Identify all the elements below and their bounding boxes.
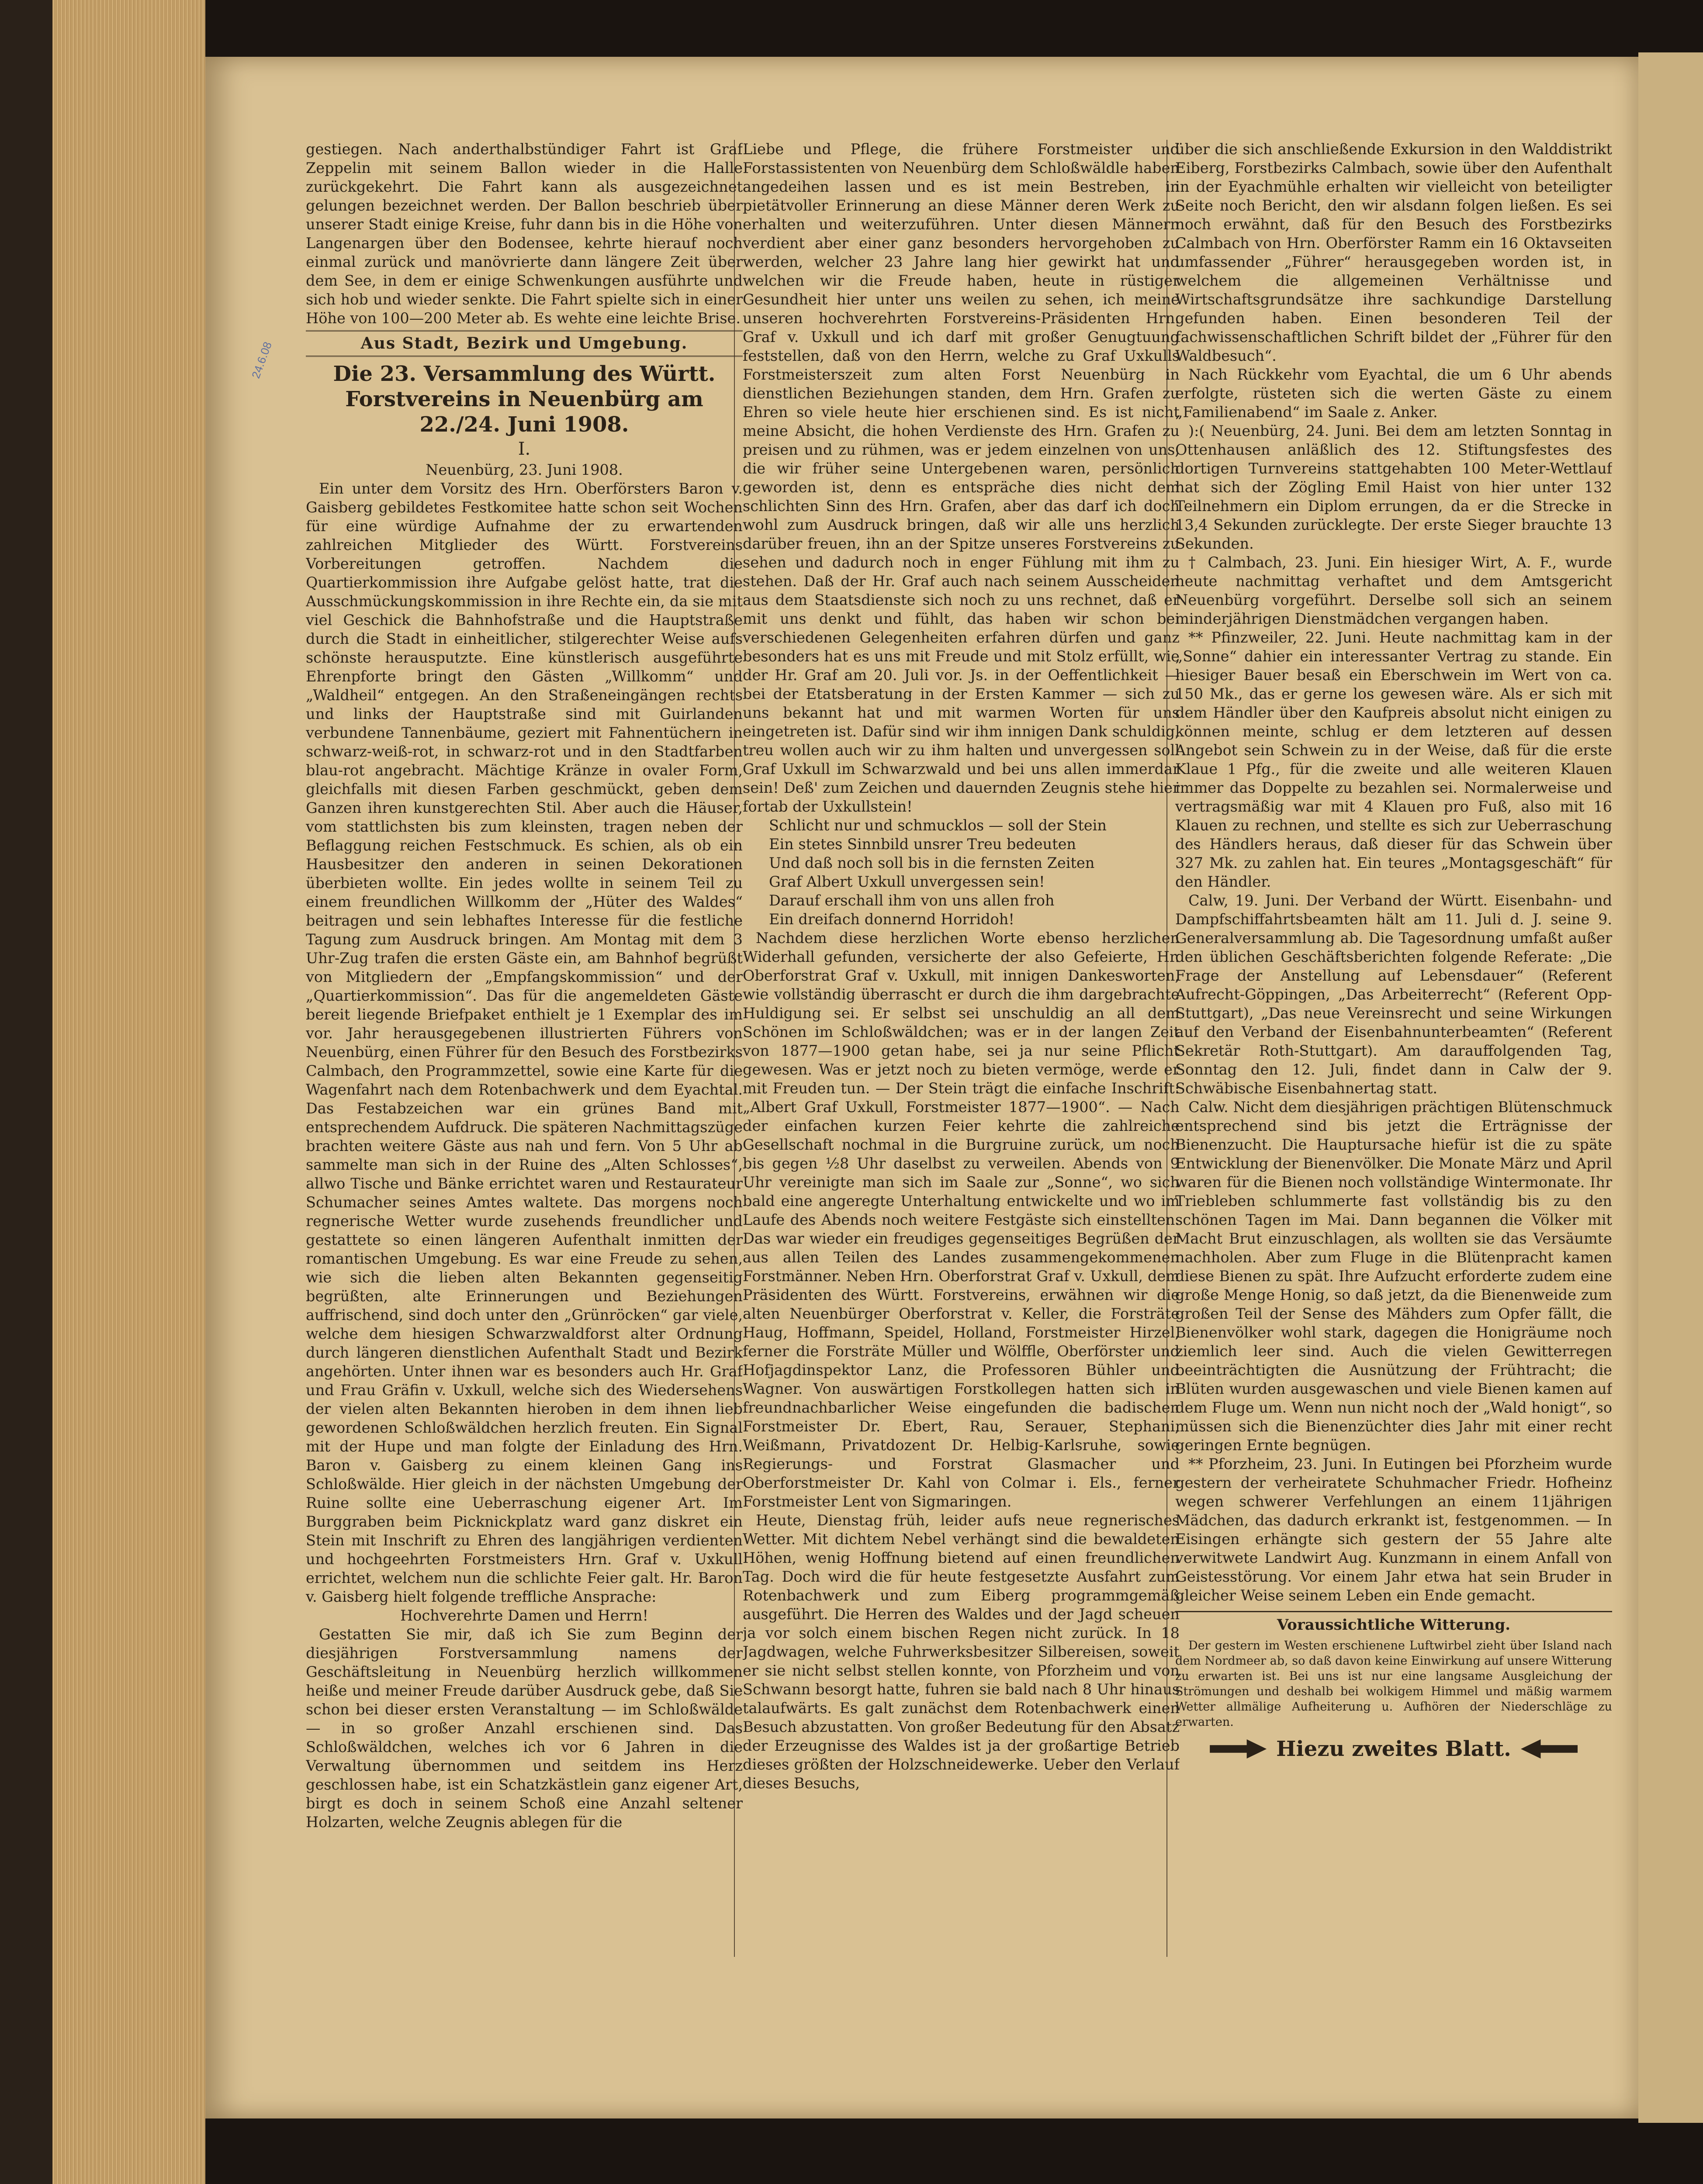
facing-page-edge <box>1638 52 1703 2123</box>
poem-line: Ein stetes Sinnbild unsrer Treu bedeuten <box>769 836 1076 853</box>
article-paragraph: Ein unter dem Vorsitz des Hrn. Oberförsters Baron v. Gaisberg gebildetes Festkomitee hatte schon seit Wochen für eine würdige Aufnahme der zu erwartenden zahlreichen Mitglieder des Württ. Forstvereins Vorbereitungen getroffen. Nachdem die Quartierkommission ihre Aufgabe gelöst hatte, trat die Ausschmückungskommission in ihre Rechte ein, da sie mit viel Geschick die Bahnhofstraße und die Hauptstraße durch die Stadt in einheitlicher, stilgerechter Weise aufs schönste herausputzte. Eine künstlerisch ausgeführte Ehrenpforte bringt den Gästen „Willkomm“ und „Waldheil“ entgegen. An den Straßeneingängen rechts und links der Hauptstraße sind mit Guirlanden verbundene Tannenbäume, geziert mit Fahnentüchern in schwarz-weiß-rot, in schwarz-rot und in den Stadtfarben blau-rot angebracht. Mächtige Kränze in ovaler Form, gleichfalls mit diesen Farben geschmückt, geben dem Ganzen ihren kunstgerechten Stil. Aber auch die Häuser, vom stattlichsten bis zum kleinsten, tragen neben der Beflaggung reichen Festschmuck. Es schien, als ob ein Hausbesitzer den anderen in seinen Dekorationen überbieten wollte. Ein jedes wollte in seinem Teil zu einem freundlichen Willkomm der „Hüter des Waldes“ beitragen und sein lebhaftes Interesse für die festliche Tagung zum Ausdruck bringen. Am Montag mit dem 3 Uhr-Zug trafen die ersten Gäste ein, am Bahnhof begrüßt von Mitgliedern der „Empfangskommission“ und der „Quartierkommission“. Das für die angemeldeten Gäste bereit liegende Briefpaket enthielt je 1 Exemplar des im vor. Jahr herausgegebenen illustrierten Führers von Neuenbürg, einen Führer für den Besuch des Forstbezirks Calmbach, den Programmzettel, sowie eine Karte für die Wagenfahrt nach dem Rotenbachwerk und dem Eyachtal. Das Festabzeichen war ein grünes Band mit entsprechendem Aufdruck. Die späteren Nachmittagszüge brachten weitere Gäste aus nah und fern. Von 5 Uhr ab sammelte man sich in der Ruine des „Alten Schlosses“, allwo Tische und Bänke errichtet waren und Restaurateur Schumacher seines Amtes waltete. Das morgens noch regnerische Wetter wurde zusehends freundlicher und gestattete so einen längeren Aufenthalt inmitten der romantischen Umgebung. Es war eine Freude zu sehen, wie sich die lieben alten Bekannten gegenseitig begrüßten, alte Erinnerungen und Beziehungen auffrischend, sind doch unter den „Grünröcken“ gar viele, welche dem hiesigen Schwarzwaldforst alter Ordnung durch längeren dienstlichen Aufenthalt Stadt und Bezirk angehörten. Unter ihnen war es besonders auch Hr. Graf und Frau Gräfin v. Uxkull, welche sich des Wiedersehens der vielen alten Bekannten hieroben in dem ihnen lieb gewordenen Schloßwäldchen herzlich freuten. Ein Signal mit der Hupe und man folgte der Einladung des Hrn. Baron v. Gaisberg zu einem kleinen Gang ins Schloßwälde. Hier gleich in der nächsten Umgebung der Ruine sollte eine Ueberraschung eigener Art. Im Burggraben beim Picknickplatz ward ganz diskret ein Stein mit Inschrift zu Ehren des langjährigen verdienten und hochgeehrten Forstmeisters Hrn. Graf v. Uxkull errichtet, welchem nun die schlichte Feier galt. Hr. Baron v. Gaisberg hielt folgende treffliche Ansprache: <box>306 480 743 1605</box>
poem-line: Ein dreifach donnernd Horridoh! <box>769 911 1014 928</box>
pointing-hand-left-icon <box>1521 1739 1578 1759</box>
section-header: Aus Stadt, Bezirk und Umgebung. <box>306 330 743 357</box>
news-item-calw: Calw, 19. Juni. Der Verband der Württ. Eisenbahn- und Dampfschiffahrtsbeamten hält am 11. Juli d. J. seine 9. Generalversammlung ab. Die Tagesordnung umfaßt außer den üblichen Geschäftsberichten folgende Referate: „Die Frage der Anstellung auf Lebensdauer“ (Referent Aufrecht-Göppingen, „Das Arbeiterrecht“ (Referent Opp-Stuttgart), „Das neue Vereinsrecht und seine Wirkungen auf den Verband der Eisenbahnunterbeamten“ (Referent Sekretär Roth-Stuttgart). Am darauffolgenden Tag, Sonntag den 12. Juli, findet dann in Calw der 9. Schwäbische Eisenbahnertag statt. <box>1175 892 1612 1097</box>
pointing-hand-right-icon <box>1210 1739 1267 1759</box>
handwritten-date-stamp <box>245 319 297 402</box>
article-dateline: Neuenbürg, 23. Juni 1908. <box>426 461 623 478</box>
supplement-banner-text: Hiezu zweites Blatt. <box>1276 1736 1511 1761</box>
poem-line: Und daß noch soll bis in die fernsten Zeiten <box>769 854 1095 871</box>
column-2 <box>743 140 1180 1957</box>
poem-line: Darauf erschall ihm von uns allen froh <box>769 892 1055 909</box>
zeppelin-article-end: gestiegen. Nach anderthalbstündiger Fahrt ist Graf Zeppelin mit seinem Ballon wieder in die Halle zurückgekehrt. Die Fahrt kann als ausgezeichnet gelungen bezeichnet werden. Der Ballon beschrieb über unserer Stadt einige Kreise, fuhr dann bis in die Höhe von Langenargen über den Bodensee, kehrte hierauf noch einmal zurück und manövrierte dann längere Zeit über dem See, in dem er einige Schwenkungen ausführte und sich hob und wieder senkte. Die Fahrt spielte sich in einer Höhe von 100—200 Meter ab. Es wehte eine leichte Brise. <box>306 141 743 327</box>
article-paragraph: über die sich anschließende Exkursion in den Walddistrikt Eiberg, Forstbezirks Calmbach, sowie über den Aufenthalt in der Eyachmühle erhalten wir vielleicht von beteiligter Seite noch Bericht, den wir alsdann folgen ließen. Es sei noch erwähnt, daß für den Besuch des Forstbezirks Calmbach von Hrn. Oberförster Ramm ein 16 Oktavseiten umfassender „Führer“ herausgegeben worden ist, in welchem die allgemeinen Verhältnisse und Wirtschaftsgrundsätze ihre sachkundige Darstellung gefunden haben. Einen besonderen Teil der fachwissenschaftlichen Schrift bildet der „Führer für den Waldbesuch“. <box>1175 141 1612 364</box>
news-item-pfinzweiler: ** Pfinzweiler, 22. Juni. Heute nachmittag kam in der „Sonne“ dahier ein interessanter Vertrag zu stande. Ein hiesiger Bauer besaß ein Eberschwein im Wert von ca. 150 Mk., das er gerne los gewesen wäre. Als er sich mit dem Händler über den Kaufpreis absolut nicht einigen zu können meinte, schlug er dem letzteren auf dessen Angebot sein Schwein zu in der Weise, daß für die erste Klaue 1 Pfg., für die zweite und alle weiteren Klauen immer das Doppelte zu bezahlen sei. Normalerweise und vertragsmäßig war mit 4 Klauen pro Fuß, also mit 16 Klauen zu rechnen, und stellte es sich zur Ueberraschung des Händlers heraus, daß dieser für das Schwein über 327 Mk. zu zahlen hat. Ein teures „Montagsgeschäft“ für den Händler. <box>1175 629 1612 890</box>
article-headline: Die 23. Versammlung des Württ. Forstvereins in Neuenbürg am 22./24. Juni 1908. <box>333 362 716 437</box>
weather-title: Voraussichtliche Witterung. <box>1175 1611 1612 1635</box>
speech-address: Hochverehrte Damen und Herrn! <box>400 1607 648 1624</box>
stamp-date-text: 24.6.08 <box>249 340 274 380</box>
news-item-neuenbuerg: ):( Neuenbürg, 24. Juni. Bei dem am letzten Sonntag in Ottenhausen anläßlich des 12. Stiftungsfestes des dortigen Turnvereins stattgehabten 100 Meter-Wettlauf hat sich der Zögling Emil Haist von hier unter 132 Teilnehmern ein Diplom errungen, da er die Strecke in 13,4 Sekunden zurücklegte. Der erste Sieger brauchte 13 Sekunden. <box>1175 422 1612 552</box>
column-3 <box>1175 140 1612 1957</box>
poem-line: Schlicht nur und schmucklos — soll der Stein <box>769 817 1107 834</box>
news-item-calw-bees: Calw. Nicht dem diesjährigen prächtigen Blütenschmuck entsprechend sind bis jetzt die Erträgnisse der Bienenzucht. Die Hauptursache hiefür ist die zu späte Entwicklung der Bienenvölker. Die Monate März und April waren für die Bienen noch vollständige Wintermonate. Ihr Triebleben schlummerte fast vollständig bis zu den schönen Tagen im Mai. Dann begannen die Völker mit Macht Brut einzuschlagen, als wollten sie das Versäumte nachholen. Aber zum Fluge in die Blütenpracht kamen diese Bienen zu spät. Ihre Aufzucht erforderte zudem eine große Menge Honig, so daß jetzt, da die Bienenweide zum großen Teil der Sense des Mähders zum Opfer fällt, die Bienenvölker wohl stark, dagegen die Honigräume noch ziemlich leer sind. Auch die vielen Gewitterregen beeinträchtigten die Ausnützung der Frühtracht; die Blüten wurden ausgewaschen und viele Bienen kamen auf dem Fluge um. Wenn nun nicht noch der „Wald honigt“, so müssen sich die Bienenzüchter dies Jahr mit einer recht geringen Ernte begnügen. <box>1175 1099 1612 1454</box>
supplement-banner <box>1175 1736 1612 1761</box>
weather-text: Der gestern im Westen erschienene Luftwirbel zieht über Island nach dem Nordmeer ab, so daß davon keine Einwirkung auf unsere Witterung zu erwarten ist. Bei uns ist nur eine langsame Ausgleichung der Strömungen und deshalb bei wolkigem Himmel und mäßig warmem Wetter allmälige Aufheiterung u. Aufhören der Niederschläge zu erwarten. <box>1175 1639 1612 1729</box>
news-item-pforzheim: ** Pforzheim, 23. Juni. In Eutingen bei Pforzheim wurde gestern der verheiratete Schuhmacher Friedr. Hofheinz wegen schwerer Verfehlungen an einem 11jährigen Mädchen, das dadurch erkrankt ist, festgenommen. — In Eisingen erhängte sich gestern der 55 Jahre alte verwitwete Landwirt Aug. Kunzmann in einem Anfall von Geistesstörung. Vor einem Jahr etwa hat sein Bruder in gleicher Weise seinem Leben ein Ende gemacht. <box>1175 1455 1612 1604</box>
article-part-number: I. <box>518 439 531 459</box>
article-paragraph: Gestatten Sie mir, daß ich Sie zum Beginn der diesjährigen Forstversammlung namens der Geschäftsleitung in Neuenbürg herzlich willkommen heiße und meiner Freude darüber Ausdruck gebe, daß Sie schon bei dieser ersten Veranstaltung — im Schloßwälde — in so großer Anzahl erschienen sind. Das Schloßwäldchen, welches ich vor 6 Jahren in die Verwaltung übernommen und seitdem ins Herz geschlossen habe, ist ein Schatzkästlein ganz eigener Art, birgt es doch in seinem Schoß eine Anzahl seltener Holzarten, welche Zeugnis ablegen für die <box>306 1626 743 1831</box>
poem-line: Graf Albert Uxkull unvergessen sein! <box>769 873 1045 890</box>
column-1 <box>306 140 743 1957</box>
article-paragraph: Nachdem diese herzlichen Worte ebenso herzlichen Widerhall gefunden, versicherte der also Gefeierte, Hr. Oberforstrat Graf v. Uxkull, mit innigen Dankesworten, wie vollständig überrascht er durch die ihm dargebrachte Huldigung sei. Er selbst sei unschuldig an all dem Schönen im Schloßwäldchen; was er in der langen Zeit von 1877—1900 getan habe, sei ja nur seine Pflicht gewesen. Was er jetzt noch zu bieten vermöge, werde er mit Freuden tun. — Der Stein trägt die einfache Inschrift: „Albert Graf Uxkull, Forstmeister 1877—1900“. — Nach der einfachen kurzen Feier kehrte die zahlreiche Gesellschaft nochmal in die Burgruine zurück, um noch bis gegen ½8 Uhr daselbst zu verweilen. Abends von 9 Uhr vereinigte man sich im Saale zur „Sonne“, wo sich bald eine angeregte Unterhaltung entwickelte und wo im Laufe des Abends noch weitere Festgäste sich einstellten. Das war wieder ein freudiges gegenseitiges Begrüßen der aus allen Teilen des Landes zusammengekommenen Forstmänner. Neben Hrn. Oberforstrat Graf v. Uxkull, dem Präsidenten des Württ. Forstvereins, erwähnen wir die alten Neuenbürger Oberforstrat v. Keller, die Forsträte Haug, Hoffmann, Speidel, Holland, Forstmeister Hirzel, ferner die Forsträte Müller und Wölffle, Oberförster und Hofjagdinspektor Lanz, die Professoren Bühler und Wagner. Von auswärtigen Forstkollegen hatten sich in freundnachbarlicher Weise eingefunden die badischen Forstmeister Dr. Ebert, Rau, Serauer, Stephani, Weißmann, Privatdozent Dr. Helbig-Karlsruhe, sowie Regierungs- und Forstrat Glasmacher und Oberforstmeister Dr. Kahl von Colmar i. Els., ferner Forstmeister Lent von Sigmaringen. <box>743 930 1180 1510</box>
article-paragraph: Liebe und Pflege, die frühere Forstmeister und Forstassistenten von Neuenbürg dem Schloßwäldle haben angedeihen lassen und es ist mein Bestreben, in pietätvoller Erinnerung an diese Männer deren Werk zu erhalten und weiterzuführen. Unter diesen Männern verdient aber einer ganz besonders hervorgehoben zu werden, welcher 23 Jahre lang hier gewirkt hat und welchen wir die Freude haben, heute in rüstiger Gesundheit hier unter uns weilen zu sehen, ich meine unseren hochverehrten Forstvereins-Präsidenten Hrn. Graf v. Uxkull und ich darf mit großer Genugtuung feststellen, daß von den Herrn, welche zu Graf Uxkulls Forstmeisterszeit zum alten Forst Neuenbürg in dienstlichen Beziehungen standen, dem Hrn. Grafen zu Ehren so viele heute hier erschienen sind. Es ist nicht meine Absicht, die hohen Verdienste des Hrn. Grafen zu preisen und zu rühmen, was er jedem einzelnen von uns, die wir früher seine Untergebenen waren, persönlich geworden ist, denn es entspräche dies nicht dem schlichten Sinn des Hrn. Grafen, aber das darf ich doch wohl zum Ausdruck bringen, daß wir alle uns herzlich darüber freuen, ihn an der Spitze unseres Forstvereins zu sehen und dadurch noch in enger Fühlung mit ihm zu stehen. Daß der Hr. Graf auch nach seinem Ausscheiden aus dem Staatsdienste sich noch zu uns rechnet, daß er mit uns denkt und fühlt, das haben wir schon bei verschiedenen Gelegenheiten erfahren dürfen und ganz besonders hat es uns mit Freude und mit Stolz erfüllt, wie der Hr. Graf am 20. Juli vor. Js. in der Oeffentlichkeit — bei der Etatsberatung in der Ersten Kammer — sich zu uns bekannt hat und mit warmen Worten für uns eingetreten ist. Dafür sind wir ihm innigen Dank schuldig, treu wollen auch wir zu ihm halten und unvergessen soll Graf Uxkull im Schwarzwald und bei uns allen immerdar sein! Deß' zum Zeichen und dauernden Zeugnis stehe hier fortab der Uxkullstein! <box>743 141 1180 815</box>
news-item-calmbach: † Calmbach, 23. Juni. Ein hiesiger Wirt, A. F., wurde heute nachmittag verhaftet und dem Amtsgericht Neuenbürg vorgeführt. Derselbe soll sich an seinem minderjährigen Dienstmädchen vergangen haben. <box>1175 554 1612 627</box>
article-paragraph: Nach Rückkehr vom Eyachtal, die um 6 Uhr abends erfolgte, rüsteten sich die werten Gäste zu einem „Familienabend“ im Saale z. Anker. <box>1175 366 1612 421</box>
book-spine-shadow <box>0 0 52 2184</box>
poem <box>743 816 1180 929</box>
article-paragraph: Heute, Dienstag früh, leider aufs neue regnerisches Wetter. Mit dichtem Nebel verhängt sind die bewaldeten Höhen, wenig Hoffnung bietend auf einen freundlichen Tag. Doch wird die für heute festgesetzte Ausfahrt zum Rotenbachwerk und zum Eiberg programmgemäß ausgeführt. Die Herren des Waldes und der Jagd scheuen ja vor solch einem bischen Regen nicht zurück. In 18 Jagdwagen, welche Fuhrwerksbesitzer Silbereisen, soweit er sie nicht selbst stellen konnte, von Pforzheim und von Schwann besorgt hatte, fuhren sie bald nach 8 Uhr hinaus talaufwärts. Es galt zunächst dem Rotenbachwerk einen Besuch abzustatten. Von großer Bedeutung für den Absatz der Erzeugnisse des Waldes ist ja der großartige Betrieb dieses größten der Holzschneidewerke. Ueber den Verlauf dieses Besuchs, <box>743 1512 1180 1792</box>
